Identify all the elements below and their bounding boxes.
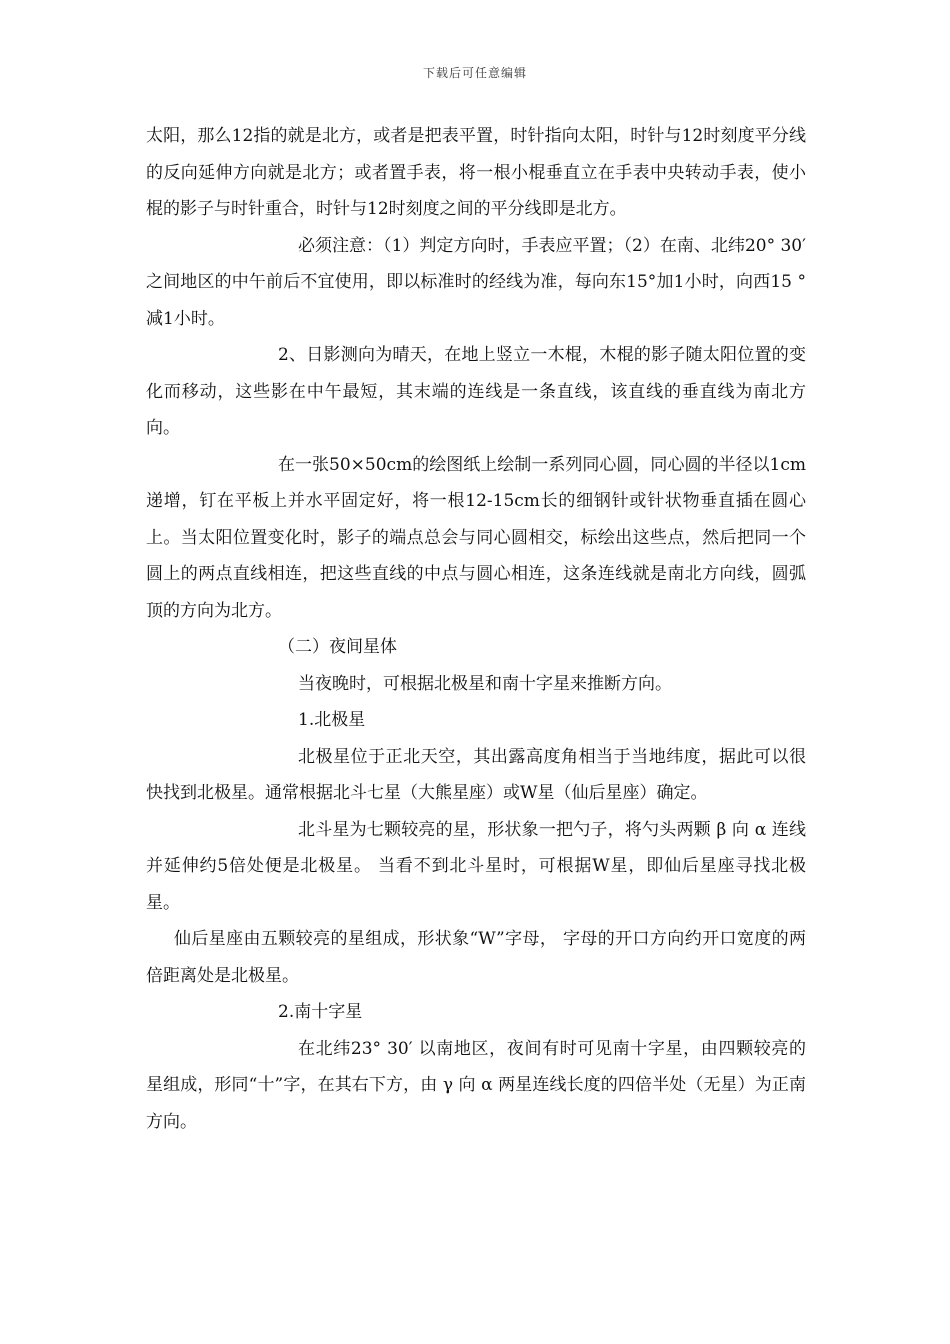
page-header: 下载后可任意编辑 [422, 66, 527, 80]
paragraph-southern-cross: 在北纬23° 30′ 以南地区，夜间有时可见南十字星，由四颗较亮的星组成，形同“十”字，在其右下方，由 γ 向 α 两星连线长度的四倍半处（无星）为正南方向。 [146, 1038, 806, 1132]
paragraph-concentric-circles: 在一张50×50cm的绘图纸上绘制一系列同心圆，同心圆的半径以1cm递增，钉在平板上并水平固定好，将一根12-15cm长的细钢针或针状物垂直插在圆心上。当太阳位置变化时，影子的端点总会与同心圆相交，标绘出这些点，然后把同一个圆上的两点直线相连，把这些直线的中点与圆心相连，这条连线就是南北方向线，圆弧顶的方向为北方。 [146, 454, 806, 621]
section-heading-night-stars: （二）夜间星体 [278, 637, 397, 657]
paragraph-caution: 必须注意：（1）判定方向时，手表应平置；（2）在南、北纬20° 30′ 之间地区的中午前后不宜使用，即以标准时的经线为准，每向东15°加1小时，向西15 ° 减1小时。 [146, 235, 806, 329]
paragraph-cassiopeia: 仙后星座由五颗较亮的星组成，形状象“W”字母， 字母的开口方向约开口宽度的两倍距离处是北极星。 [146, 929, 806, 986]
paragraph-polaris: 北极星位于正北天空，其出露高度角相当于当地纬度，据此可以很快找到北极星。通常根据北斗七星（大熊星座）或W星（仙后星座）确定。 [146, 746, 806, 803]
document-body [146, 118, 806, 1140]
subheading-polaris: 1.北极星 [298, 710, 366, 730]
paragraph-big-dipper: 北斗星为七颗较亮的星，形状象一把勺子，将勺头两颗 β 向 α 连线并延伸约5倍处便是北极星。 当看不到北斗星时，可根据W星，即仙后星座寻找北极星。 [146, 819, 806, 913]
subheading-southern-cross: 2.南十字星 [278, 1002, 363, 1022]
paragraph-watch-method: 太阳，那么12指的就是北方，或者是把表平置，时针指向太阳，时针与12时刻度平分线的反向延伸方向就是北方；或者置手表，将一根小棍垂直立在手表中央转动手表，使小棍的影子与时针重合，时针与12时刻度之间的平分线即是北方。 [146, 126, 806, 219]
paragraph-night-intro: 当夜晚时，可根据北极星和南十字星来推断方向。 [298, 673, 672, 694]
paragraph-shadow-method: 2、日影测向为晴天，在地上竖立一木棍，木棍的影子随太阳位置的变化而移动，这些影在中午最短，其末端的连线是一条直线，该直线的垂直线为南北方向。 [146, 345, 806, 438]
